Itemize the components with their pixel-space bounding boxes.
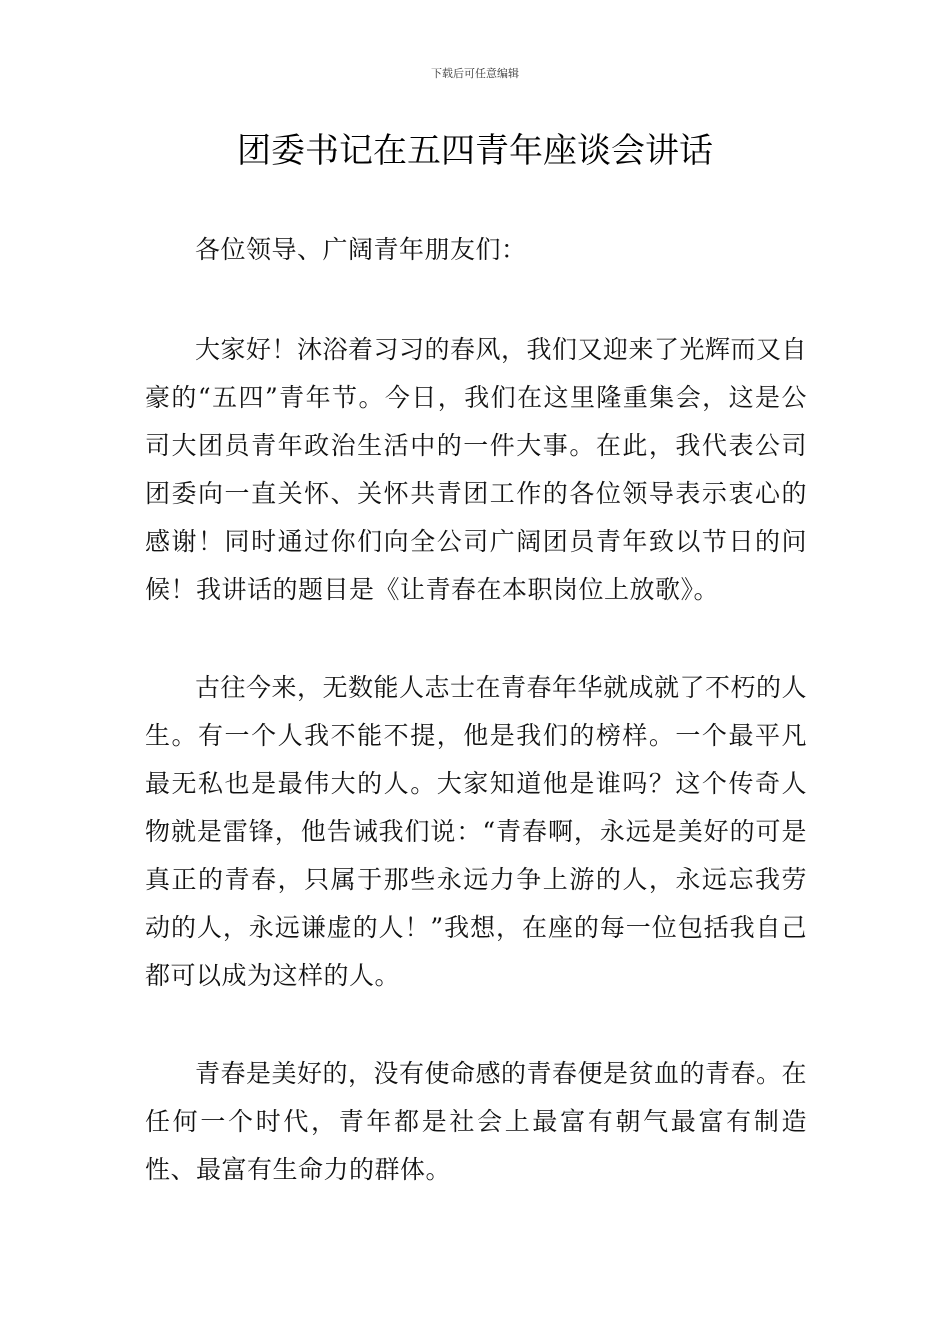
body-paragraph-3: 青春是美好的，没有使命感的青春便是贫血的青春。在任何一个时代，青年都是社会上最富有朝气最富有制造性、最富有生命力的群体。 bbox=[145, 1059, 808, 1184]
header-note: 下载后可任意编辑 bbox=[431, 67, 519, 80]
document-title: 团委书记在五四青年座谈会讲话 bbox=[237, 131, 713, 171]
body-paragraph-2: 古往今来，无数能人志士在青春年华就成就了不朽的人生。有一个人我不能不提，他是我们的榜样。一个最平凡最无私也是最伟大的人。大家知道他是谁吗？这个传奇人物就是雷锋，他告诫我们说：“青春啊，永远是美好的可是真正的青春，只属于那些永远力争上游的人，永远忘我劳动的人，永远谦虚的人！”我想，在座的每一位包括我自己都可以成为这样的人。 bbox=[145, 673, 808, 990]
document-body bbox=[145, 226, 807, 1244]
greeting-paragraph: 各位领导、广阔青年朋友们： bbox=[195, 235, 527, 264]
body-paragraph-1: 大家好！沐浴着习习的春风，我们又迎来了光辉而又自豪的“五四”青年节。今日，我们在这里隆重集会，这是公司大团员青年政治生活中的一件大事。在此，我代表公司团委向一直关怀、关怀共青团工作的各位领导表示衷心的感谢！同时通过你们向全公司广阔团员青年致以节日的问候！我讲话的题目是《让青春在本职岗位上放歌》。 bbox=[145, 335, 808, 604]
